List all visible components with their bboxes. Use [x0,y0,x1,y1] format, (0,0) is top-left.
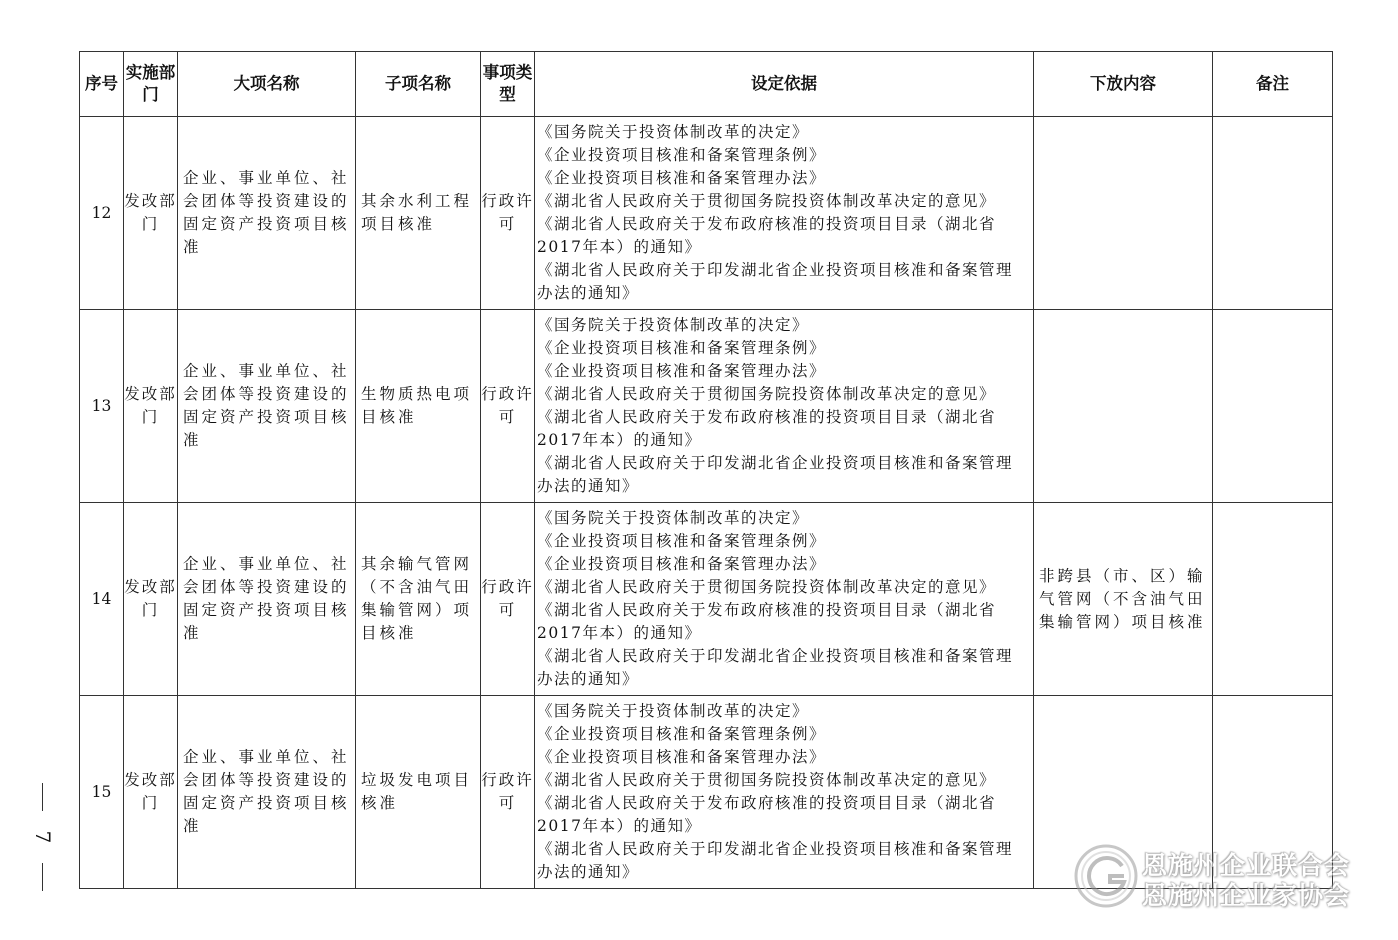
legal-basis-cell [535,310,1034,503]
watermark-logo-icon [1072,842,1142,912]
legal-basis-cell [535,117,1034,310]
header-serial: 序号 [80,52,124,117]
basis-line: 《湖北省人民政府关于发布政府核准的投资项目目录（湖北省2017年本）的通知》 [537,794,997,835]
department-cell: 发改部门 [124,696,178,889]
sub-item-cell: 垃圾发电项目核准 [356,696,481,889]
item-type-cell: 行政许可 [481,696,535,889]
watermark-line-1: 恩施州企业联合会 [1142,851,1351,880]
item-type-cell: 行政许可 [481,117,535,310]
basis-line: 《湖北省人民政府关于印发湖北省企业投资项目核准和备案管理办法的通知》 [537,261,1014,302]
basis-line: 《国务院关于投资体制改革的决定》 [537,123,810,141]
table-header-row [80,52,1333,117]
table-row [80,310,1333,503]
basis-line: 《湖北省人民政府关于发布政府核准的投资项目目录（湖北省2017年本）的通知》 [537,215,997,256]
table-row [80,503,1333,696]
header-remarks: 备注 [1213,52,1333,117]
major-item-cell: 企业、事业单位、社会团体等投资建设的固定资产投资项目核准 [178,696,356,889]
page-number [33,783,53,893]
sub-item-cell: 生物质热电项目核准 [356,310,481,503]
header-sub-item: 子项名称 [356,52,481,117]
department-cell: 发改部门 [124,503,178,696]
delegated-content-cell [1034,117,1213,310]
basis-line: 《企业投资项目核准和备案管理办法》 [537,169,827,187]
approval-items-table [79,51,1333,889]
major-item-cell: 企业、事业单位、社会团体等投资建设的固定资产投资项目核准 [178,117,356,310]
remarks-cell [1213,310,1333,503]
header-department: 实施部门 [124,52,178,117]
sub-item-cell: 其余水利工程项目核准 [356,117,481,310]
serial-cell: 13 [80,310,124,503]
basis-line: 《国务院关于投资体制改革的决定》 [537,702,810,720]
watermark-line-2: 恩施州企业家协会 [1142,881,1351,910]
sub-item-cell: 其余输气管网（不含油气田集输管网）项目核准 [356,503,481,696]
remarks-cell [1213,117,1333,310]
basis-line: 《企业投资项目核准和备案管理条例》 [537,146,827,164]
header-delegated-content: 下放内容 [1034,52,1213,117]
basis-line: 《湖北省人民政府关于贯彻国务院投资体制改革决定的意见》 [537,578,997,596]
page-number-digit: 7 [31,830,55,844]
basis-line: 《企业投资项目核准和备案管理办法》 [537,362,827,380]
major-item-cell: 企业、事业单位、社会团体等投资建设的固定资产投资项目核准 [178,310,356,503]
basis-line: 《企业投资项目核准和备案管理办法》 [537,748,827,766]
delegated-content-cell [1034,310,1213,503]
basis-line: 《湖北省人民政府关于贯彻国务院投资体制改革决定的意见》 [537,771,997,789]
basis-line: 《湖北省人民政府关于印发湖北省企业投资项目核准和备案管理办法的通知》 [537,647,1014,688]
remarks-cell [1213,503,1333,696]
basis-line: 《企业投资项目核准和备案管理条例》 [537,725,827,743]
header-major-item: 大项名称 [178,52,356,117]
watermark [1072,842,1372,912]
serial-cell: 14 [80,503,124,696]
department-cell: 发改部门 [124,117,178,310]
basis-line: 《国务院关于投资体制改革的决定》 [537,316,810,334]
legal-basis-cell [535,503,1034,696]
basis-line: 《湖北省人民政府关于印发湖北省企业投资项目核准和备案管理办法的通知》 [537,840,1014,881]
legal-basis-cell [535,696,1034,889]
header-item-type: 事项类型 [481,52,535,117]
basis-line: 《湖北省人民政府关于贯彻国务院投资体制改革决定的意见》 [537,192,997,210]
basis-line: 《湖北省人民政府关于印发湖北省企业投资项目核准和备案管理办法的通知》 [537,454,1014,495]
basis-line: 《企业投资项目核准和备案管理条例》 [537,339,827,357]
page-number-dash [42,783,43,811]
basis-line: 《企业投资项目核准和备案管理条例》 [537,532,827,550]
basis-line: 《湖北省人民政府关于发布政府核准的投资项目目录（湖北省2017年本）的通知》 [537,601,997,642]
major-item-cell: 企业、事业单位、社会团体等投资建设的固定资产投资项目核准 [178,503,356,696]
department-cell: 发改部门 [124,310,178,503]
header-legal-basis: 设定依据 [535,52,1034,117]
item-type-cell: 行政许可 [481,310,535,503]
page-number-dash [42,863,43,891]
basis-line: 《国务院关于投资体制改革的决定》 [537,509,810,527]
serial-cell: 12 [80,117,124,310]
serial-cell: 15 [80,696,124,889]
delegated-content-cell: 非跨县（市、区）输气管网（不含油气田集输管网）项目核准 [1034,503,1213,696]
basis-line: 《企业投资项目核准和备案管理办法》 [537,555,827,573]
basis-line: 《湖北省人民政府关于发布政府核准的投资项目目录（湖北省2017年本）的通知》 [537,408,997,449]
table-row [80,117,1333,310]
item-type-cell: 行政许可 [481,503,535,696]
basis-line: 《湖北省人民政府关于贯彻国务院投资体制改革决定的意见》 [537,385,997,403]
